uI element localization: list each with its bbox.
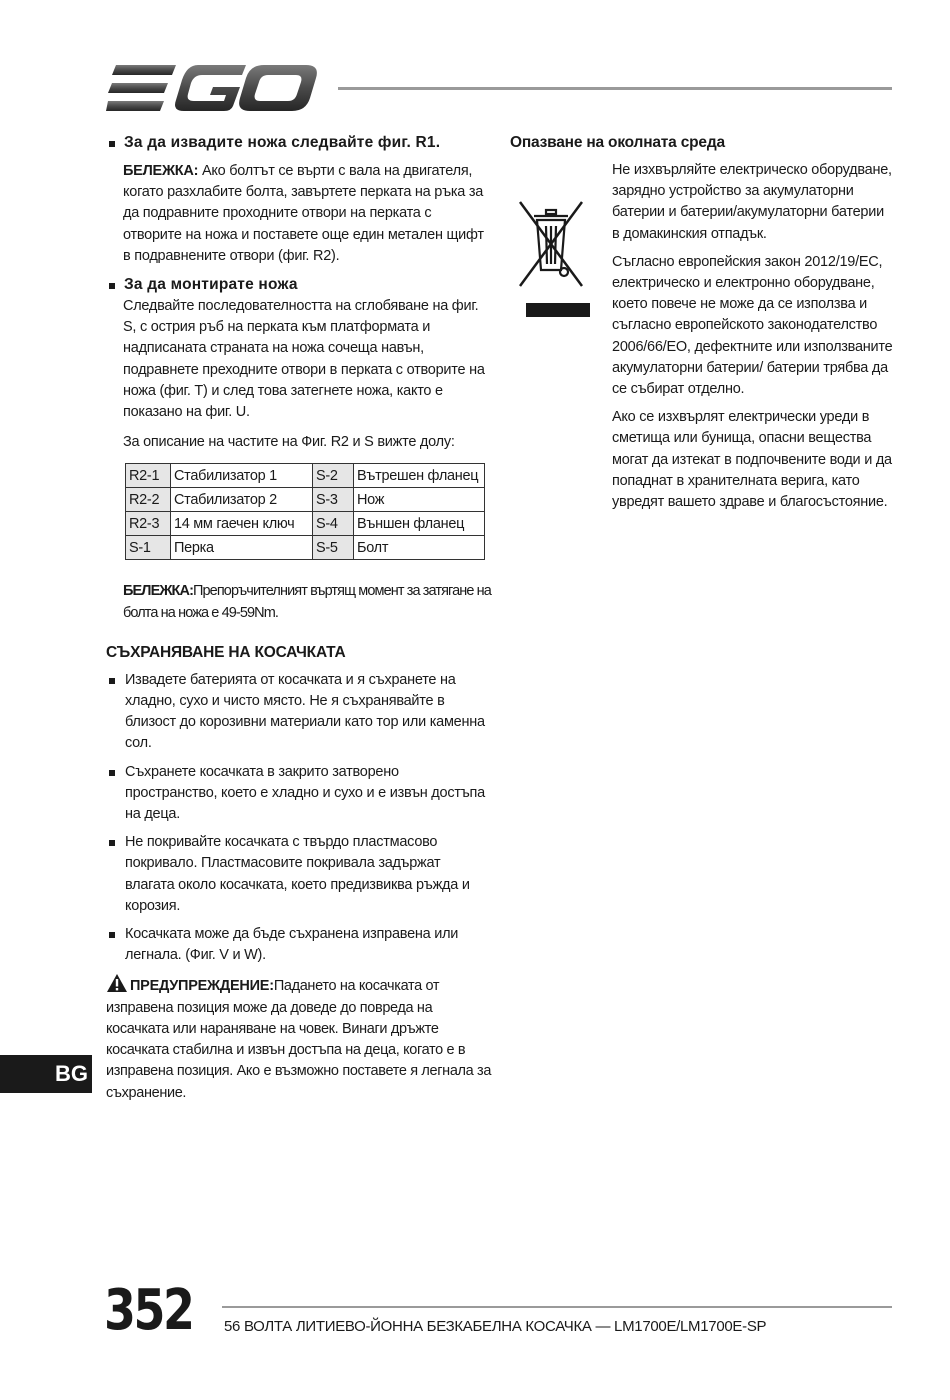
storage-item-text: Не покривайте косачката с твърдо пластмасово покривало. Пластмасовите покривала задържат влагата около косачката, което предизвиква ръжда и корозия. xyxy=(125,834,470,914)
parts-intro: За описание на частите на Фиг. R2 и S вижте долу: xyxy=(123,434,455,451)
part-name: Болт xyxy=(354,536,485,560)
part-name: Нож xyxy=(354,488,485,512)
environment-text xyxy=(612,160,895,513)
warning-triangle-icon xyxy=(106,973,128,993)
list-item xyxy=(106,832,492,917)
footer-title: 56 ВОЛТА ЛИТИЕВО-ЙОННА БЕЗКАБЕЛНА КОСАЧКА — LM1700E/LM1700E-SP xyxy=(224,1318,767,1335)
environment-paragraph: Съгласно европейския закон 2012/19/EC, електрическо и електронно оборудване, което повече не може да се използва и съгласно европейското законодателство 2006/66/EO, дефектните или използваните акумулаторни батерии/ батерии трябва да се събират отделно. xyxy=(612,253,893,398)
part-code: S-1 xyxy=(126,536,171,560)
part-name: Външен фланец xyxy=(354,512,485,536)
list-item xyxy=(106,762,492,826)
part-code: S-4 xyxy=(313,512,354,536)
table-row xyxy=(126,464,485,488)
list-item xyxy=(106,924,492,966)
list-item xyxy=(106,670,492,755)
storage-section-title: СЪХРАНЯВАНЕ НА КОСАЧКАТА xyxy=(106,643,346,661)
note-1 xyxy=(106,161,492,267)
part-code: R2-1 xyxy=(126,464,171,488)
footer-rule xyxy=(222,1306,892,1308)
storage-item-text: Съхранете косачката в закрито затворено пространство, което е хладно и сухо и е извън достъпа на деца. xyxy=(125,763,485,823)
table-row xyxy=(126,488,485,512)
warning-block xyxy=(106,973,492,1103)
storage-list xyxy=(106,670,492,967)
environment-paragraph: Ако се изхвърлят електрически уреди в сметища или бунища, опасни вещества могат да изтекат в подпочвените води и да попаднат в хранителната верига, като увредят вашето здраве и благосъстояние. xyxy=(612,409,892,511)
note-2-text: Препоръчителният въртящ момент за затягане на болта на ножа е 49-59Nm. xyxy=(123,583,491,621)
mount-instructions xyxy=(106,296,492,453)
note-1-label: БЕЛЕЖКА: xyxy=(123,163,199,179)
warning-text: Падането на косачката от изправена позиция може да доведе до повреда на косачката или нараняване на човек. Винаги дръжте косачката стабилна и извън достъпа на деца, когато е в изправена позиция. Ако е възможно поставете я легнала за съхранение. xyxy=(106,978,492,1101)
part-name: Перка xyxy=(171,536,313,560)
part-code: S-5 xyxy=(313,536,354,560)
environment-body xyxy=(510,160,895,513)
warning-label: ПРЕДУПРЕЖДЕНИЕ: xyxy=(130,978,274,995)
ego-logo xyxy=(106,62,320,114)
mount-text: Следвайте последователността на сглобяване на фиг. S, с острия ръб на перката към платформата и надписаната страната на ножа сочеща навън, подравнете преходните отвори в перката с отворите на ножа (фиг. T) и след това затегнете ножа, както е показано на фиг. U. xyxy=(123,298,485,421)
part-code: S-2 xyxy=(313,464,354,488)
part-code: S-3 xyxy=(313,488,354,512)
table-row xyxy=(126,536,485,560)
part-name: Стабилизатор 2 xyxy=(171,488,313,512)
part-name: 14 мм гаечен ключ xyxy=(171,512,313,536)
left-column xyxy=(106,132,492,1104)
mount-blade-heading: За да монтирате ножа xyxy=(106,274,492,296)
table-row xyxy=(126,512,485,536)
page-number: 352 xyxy=(104,1278,193,1343)
crossed-out-bin-icon xyxy=(518,200,584,290)
note-2 xyxy=(106,581,492,623)
storage-item-text: Косачката може да бъде съхранена изправена или легнала. (Фиг. V и W). xyxy=(125,926,459,964)
note-2-label: БЕЛЕЖКА: xyxy=(123,583,193,600)
environment-title: Опазване на околната среда xyxy=(510,134,725,151)
part-code: R2-2 xyxy=(126,488,171,512)
part-name: Вътрешен фланец xyxy=(354,464,485,488)
part-name: Стабилизатор 1 xyxy=(171,464,313,488)
remove-blade-heading: За да извадите ножа следвайте фиг. R1. xyxy=(106,132,492,154)
storage-item-text: Извадете батерията от косачката и я съхранете на хладно, сухо и чисто място. Не я съхранявайте в близост до корозивни материали като тор или каменна сол. xyxy=(125,671,485,752)
header-rule xyxy=(338,87,892,90)
note-1-text: Ако болтът се върти с вала на двигателя, когато разхлабите болта, завъртете перката на ръка за да подравните проходните отвори на перката с отворите на ножа и поставете още един метален щифт в подравнените отвори (фиг. R2). xyxy=(123,163,484,264)
language-tab: BG xyxy=(0,1055,92,1093)
environment-paragraph: Не изхвърляйте електрическо оборудване, зарядно устройство за акумулаторни батерии и батерии/акумулаторни батерии в домакинския отпадък. xyxy=(612,162,892,242)
right-column xyxy=(510,132,895,520)
weee-bar xyxy=(526,303,590,317)
parts-table xyxy=(125,463,485,560)
part-code: R2-3 xyxy=(126,512,171,536)
